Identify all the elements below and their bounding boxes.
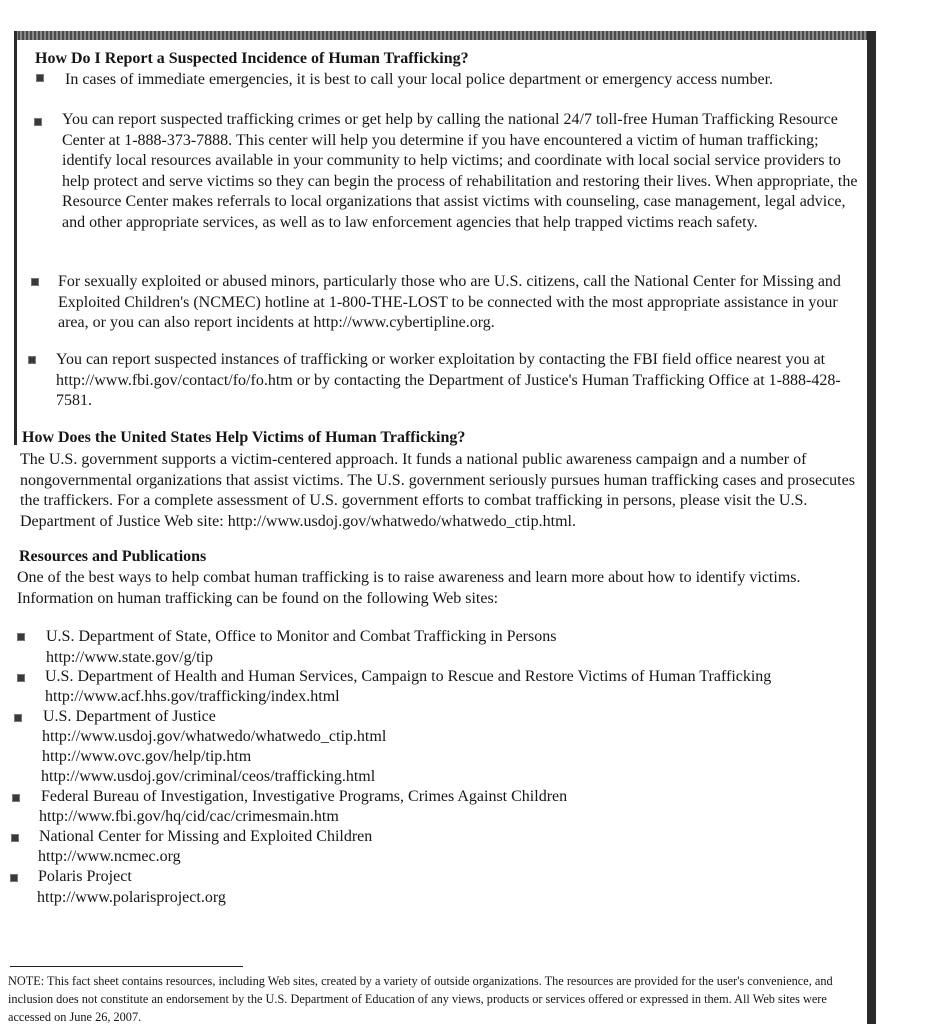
resource-link[interactable]: http://www.ncmec.org bbox=[38, 848, 181, 865]
resource-link[interactable]: http://www.fbi.gov/hq/cid/cac/crimesmain.htm bbox=[39, 808, 339, 825]
resources-intro: One of the best ways to help combat human trafficking is to raise awareness and learn more about how to identify victims. Information on human trafficking can be found on the following Web sites: bbox=[17, 569, 801, 607]
footnote-text: NOTE: This fact sheet contains resources, including Web sites, created by a variety of outside organizations. The resources are provided for the user's convenience, and inclusion does not constitute an endorsement by the U.S. Department of Education of any views, products or services offered or expressed in them. All Web sites were accessed on June 26, 2007. bbox=[8, 974, 833, 1024]
resource-link[interactable]: http://www.usdoj.gov/criminal/ceos/trafficking.html bbox=[41, 768, 376, 785]
bullet-marker bbox=[34, 118, 42, 126]
resource-link[interactable]: http://www.acf.hhs.gov/trafficking/index.html bbox=[45, 688, 340, 705]
report-bullet-hotline: You can report suspected trafficking crimes or get help by calling the national 24/7 toll-free Human Trafficking Resource Center at 1-888-373-7888. This center will help you determine if you have encountered a victim of human trafficking; identify local resources available in your community to help victims; and coordinate with local social service providers to help protect and serve victims so they can begin the process of rehabilitation and restoring their lives. When appropriate, the Resource Center makes referrals to local organizations that assist victims with counseling, case management, legal advice, and other appropriate services, as well as to law enforcement agencies that help trapped victims reach safety. bbox=[62, 111, 858, 231]
resource-name-doj: U.S. Department of Justice bbox=[43, 708, 216, 725]
resource-name-hhs: U.S. Department of Health and Human Services, Campaign to Rescue and Restore Victims of Human Trafficking bbox=[45, 668, 772, 685]
report-bullet-emergency: In cases of immediate emergencies, it is best to call your local police department or emergency access number. bbox=[65, 71, 774, 88]
bullet-marker bbox=[10, 874, 18, 882]
resource-name-fbi: Federal Bureau of Investigation, Investigative Programs, Crimes Against Children bbox=[41, 788, 568, 805]
bullet-marker bbox=[36, 74, 44, 82]
resource-name-ncmec: National Center for Missing and Exploited Children bbox=[39, 828, 373, 845]
frame-left-border bbox=[14, 31, 17, 445]
section-heading-report: How Do I Report a Suspected Incidence of Human Trafficking? bbox=[35, 50, 469, 67]
bullet-marker bbox=[12, 794, 20, 802]
bullet-marker bbox=[28, 356, 36, 364]
resource-link[interactable]: http://www.ovc.gov/help/tip.htm bbox=[42, 748, 252, 765]
frame-top-border bbox=[14, 31, 876, 40]
resource-link[interactable]: http://www.state.gov/g/tip bbox=[46, 649, 213, 666]
bullet-marker bbox=[14, 714, 22, 722]
bullet-marker bbox=[17, 633, 25, 641]
bullet-marker bbox=[11, 834, 19, 842]
us-help-paragraph: The U.S. government supports a victim-centered approach. It funds a national public awareness campaign and a number of nongovernmental organizations that assist victims. The U.S. government seriously pursues human trafficking cases and prosecutes the traffickers. For a complete assessment of U.S. government efforts to combat trafficking in persons, please visit the U.S. Department of Justice Web site: http://www.usdoj.gov/whatwedo/whatwedo_ctip.html. bbox=[20, 451, 855, 530]
resource-link[interactable]: http://www.polarisproject.org bbox=[37, 889, 226, 906]
bullet-marker bbox=[17, 674, 25, 682]
resource-name-polaris: Polaris Project bbox=[38, 868, 132, 885]
section-heading-us-help: How Does the United States Help Victims of Human Trafficking? bbox=[22, 429, 466, 446]
bullet-marker bbox=[31, 278, 39, 286]
report-bullet-minors: For sexually exploited or abused minors, particularly those who are U.S. citizens, call the National Center for Missing and Exploited Children's (NCMEC) hotline at 1-800-THE-LOST to be connected with the most appropriate assistance in your area, or you can also report incidents at http://www.cybertipline.org. bbox=[58, 273, 841, 331]
footnote-rule bbox=[10, 966, 243, 967]
frame-right-border bbox=[867, 31, 876, 1024]
resource-name-state: U.S. Department of State, Office to Monitor and Combat Trafficking in Persons bbox=[46, 628, 557, 645]
resource-link[interactable]: http://www.usdoj.gov/whatwedo/whatwedo_ctip.html bbox=[42, 728, 387, 745]
section-heading-resources: Resources and Publications bbox=[19, 548, 207, 565]
report-bullet-fbi: You can report suspected instances of trafficking or worker exploitation by contacting the FBI field office nearest you at http://www.fbi.gov/contact/fo/fo.htm or by contacting the Department of Justice's Human Trafficking Office at 1-888-428-7581. bbox=[56, 351, 841, 409]
